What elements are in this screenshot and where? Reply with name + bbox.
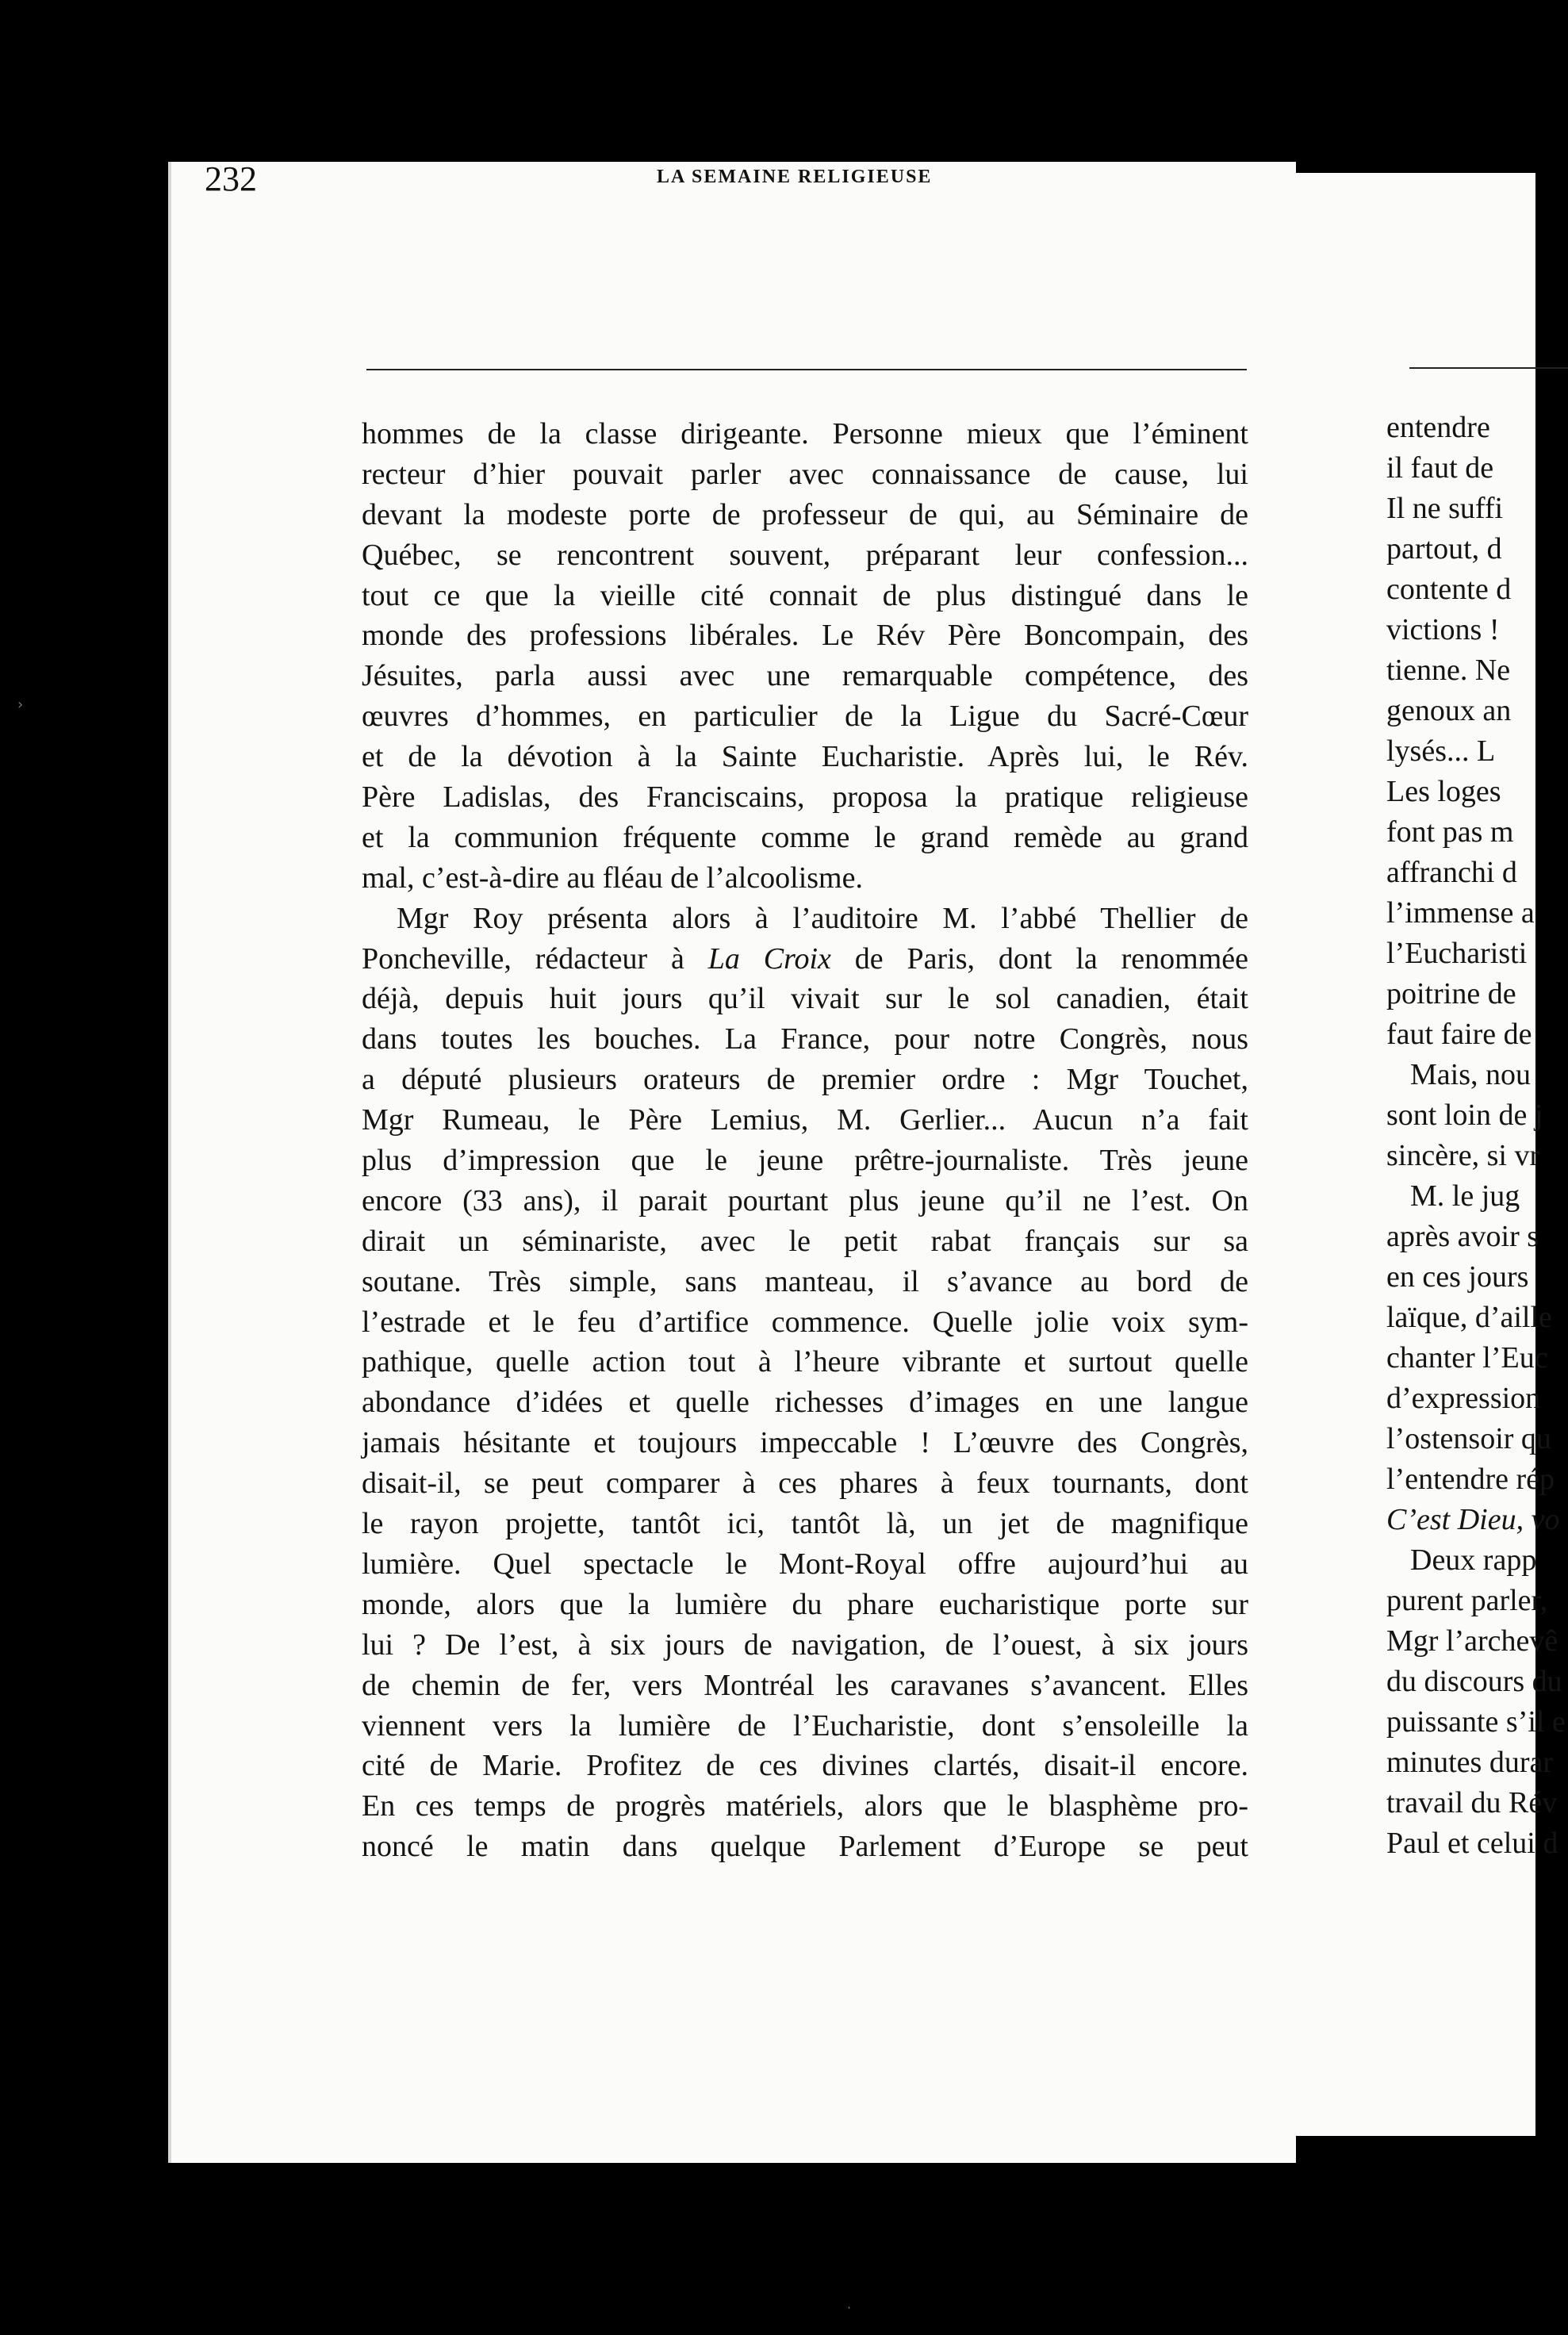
right-line: genoux an — [1386, 694, 1512, 727]
right-line: du discours du — [1386, 1665, 1562, 1698]
right-line: affranchi d — [1386, 856, 1517, 889]
right-line: puissante s’il e — [1386, 1705, 1566, 1739]
right-line: laïque, d’aille — [1386, 1301, 1552, 1334]
right-line: contente d — [1386, 573, 1512, 606]
header-rule — [366, 369, 1247, 370]
right-line: travail du Rév — [1386, 1786, 1558, 1819]
text-line: Jésuites, parla aussi avec une remarquable compétence, des — [362, 659, 1248, 693]
text-line: jamais hésitante et toujours impeccable ! L’œuvre des Congrès, — [362, 1426, 1248, 1460]
text-line: Mgr Rumeau, le Père Lemius, M. Gerlier... Aucun n’a fait — [362, 1103, 1248, 1137]
text-line: déjà, depuis huit jours qu’il vivait sur le sol canadien, était — [362, 982, 1248, 1016]
text-line: monde des professions libérales. Le Rév Père Boncompain, des — [362, 619, 1248, 653]
running-title: LA SEMAINE RELIGIEUSE — [657, 167, 933, 187]
right-line: l’entendre rép — [1386, 1463, 1555, 1496]
text-line: mal, c’est-à-dire au fléau de l’alcoolisme. — [362, 861, 863, 895]
right-line: minutes durar — [1386, 1746, 1554, 1779]
text-line: En ces temps de progrès matériels, alors que le blasphème pro- — [362, 1789, 1248, 1823]
text-line: devant la modeste porte de professeur de qui, au Séminaire de — [362, 497, 1248, 531]
right-line: sont loin de j — [1386, 1098, 1543, 1132]
right-line: Les loges — [1386, 775, 1501, 808]
right-page — [1285, 173, 1566, 2136]
text-line: dans toutes les bouches. La France, pour notre Congrès, nous — [362, 1022, 1248, 1056]
text-line: Québec, se rencontrent souvent, préparant leur confession... — [362, 538, 1248, 572]
text-line: et la communion fréquente comme le grand remède au grand — [362, 820, 1248, 854]
page-number: 232 — [205, 159, 257, 198]
text-line: Père Ladislas, des Franciscains, proposa la pratique religieuse — [362, 780, 1248, 815]
right-line: M. le jug — [1410, 1179, 1520, 1213]
page-header — [205, 159, 1259, 206]
text-line: plus d’impression que le jeune prêtre-journaliste. Très jeune — [362, 1144, 1248, 1178]
right-page-text — [1386, 408, 1566, 1864]
text-line: de chemin de fer, vers Montréal les caravanes s’avancent. Elles — [362, 1668, 1248, 1702]
right-line: faut faire de — [1386, 1018, 1532, 1051]
right-line: font pas m — [1386, 815, 1514, 849]
right-line: après avoir s — [1386, 1220, 1539, 1253]
left-page-body — [362, 414, 1248, 1867]
text-line: Mgr Roy présenta alors à l’auditoire M. l’abbé Thellier de — [397, 901, 1248, 935]
publication-title: La Croix — [707, 941, 831, 976]
text-line: tout ce que la vieille cité connait de plus distingué dans le — [362, 578, 1248, 612]
right-line: Mgr l’archevê — [1386, 1624, 1558, 1658]
text-line: disait-il, se peut comparer à ces phares à feux tournants, dont — [362, 1467, 1248, 1501]
text-line: a député plusieurs orateurs de premier ordre : Mgr Touchet, — [362, 1063, 1248, 1097]
text-line: viennent vers la lumière de l’Eucharistie, dont s’ensoleille la — [362, 1708, 1248, 1743]
text-line: dirait un séminariste, avec le petit rabat français sur sa — [362, 1224, 1248, 1258]
right-page-header-rule — [1409, 367, 1568, 369]
right-line: C’est Dieu, vo — [1386, 1503, 1560, 1536]
scan-speck: · — [847, 2300, 852, 2315]
text-line: Poncheville, rédacteur à La Croix de Paris, dont la renommée — [362, 941, 1249, 976]
right-line: Paul et celui d — [1386, 1827, 1558, 1860]
text-line: noncé le matin dans quelque Parlement d’Europe se peut — [362, 1830, 1248, 1864]
text-line: et de la dévotion à la Sainte Eucharistie. Après lui, le Rév. — [362, 740, 1248, 774]
text-line: soutane. Très simple, sans manteau, il s’avance au bord de — [362, 1264, 1248, 1298]
scan-speck: › — [17, 696, 24, 713]
right-line: chanter l’Euc — [1386, 1341, 1548, 1375]
text-line: lumière. Quel spectacle le Mont-Royal offre aujourd’hui au — [362, 1547, 1248, 1581]
right-line: purent parler, — [1386, 1584, 1548, 1617]
right-line: poitrine de — [1386, 977, 1516, 1010]
text-line: hommes de la classe dirigeante. Personne mieux que l’éminent — [362, 417, 1248, 451]
right-line: en ces jours — [1386, 1260, 1529, 1294]
right-line: victions ! — [1386, 613, 1500, 646]
right-line: lysés... L — [1386, 734, 1496, 768]
right-line: Mais, nou — [1410, 1058, 1531, 1091]
right-line: d’expression — [1386, 1382, 1541, 1415]
right-line: Il ne suffi — [1386, 492, 1504, 525]
text-line: abondance d’idées et quelle richesses d’images en une langue — [362, 1386, 1248, 1420]
text-line: lui ? De l’est, à six jours de navigation, de l’ouest, à six jours — [362, 1628, 1248, 1662]
text-line: monde, alors que la lumière du phare eucharistique porte sur — [362, 1587, 1248, 1621]
text-line: le rayon projette, tantôt ici, tantôt là, un jet de magnifique — [362, 1507, 1248, 1541]
text-line: recteur d’hier pouvait parler avec connaissance de cause, lui — [362, 457, 1248, 491]
right-line: Deux rapp — [1410, 1543, 1537, 1577]
text-line: pathique, quelle action tout à l’heure vibrante et surtout quelle — [362, 1345, 1248, 1379]
right-line: entendre — [1386, 411, 1490, 444]
right-line: l’immense a — [1386, 896, 1535, 930]
text-line: encore (33 ans), il parait pourtant plus jeune qu’il ne l’est. On — [362, 1183, 1248, 1217]
right-line: il faut de — [1386, 451, 1494, 485]
right-line: tienne. Ne — [1386, 654, 1511, 687]
right-line: partout, d — [1386, 532, 1502, 566]
right-line: sincère, si vr — [1386, 1139, 1540, 1172]
text-line: cité de Marie. Profitez de ces divines clartés, disait-il encore. — [362, 1749, 1248, 1783]
text-line: œuvres d’hommes, en particulier de la Ligue du Sacré-Cœur — [362, 700, 1248, 734]
right-line: l’ostensoir qu — [1386, 1422, 1551, 1455]
text-line: l’estrade et le feu d’artifice commence. Quelle jolie voix sym- — [362, 1305, 1248, 1339]
right-line: l’Eucharisti — [1386, 937, 1528, 970]
